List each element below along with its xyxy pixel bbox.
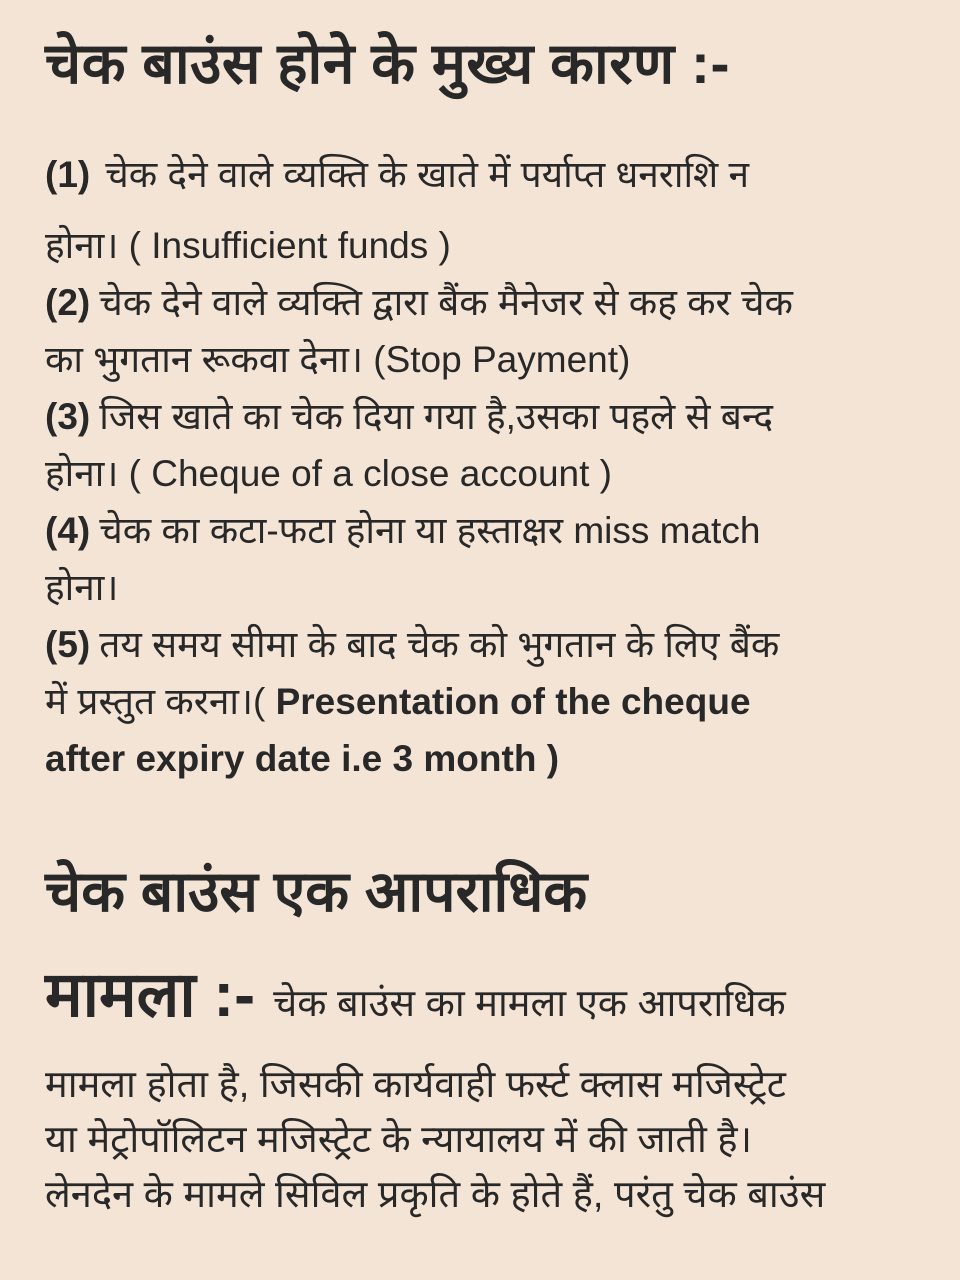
reasons-list bbox=[45, 146, 918, 787]
reason-2-line-2 bbox=[45, 331, 918, 388]
reason-5-line-2 bbox=[45, 673, 918, 730]
reason-5-english-part1: Presentation of the cheque bbox=[265, 681, 751, 722]
reason-4-line-2 bbox=[45, 559, 918, 616]
reason-5-line-3 bbox=[45, 730, 918, 787]
reason-4-text: चेक का कटा-फटा होना या हस्ताक्षर miss match bbox=[99, 510, 761, 551]
reason-3-line-1 bbox=[45, 388, 918, 445]
paragraph-line-2: या मेट्रोपॉलिटन मजिस्ट्रेट के न्यायालय में की जाती है। bbox=[45, 1119, 753, 1161]
reason-2-english: का भुगतान रूकवा देना। (Stop Payment) bbox=[45, 339, 631, 380]
reason-5-line-1 bbox=[45, 616, 918, 673]
reason-2-text: चेक देने वाले व्यक्ति द्वारा बैंक मैनेजर से कह कर चेक bbox=[99, 282, 793, 323]
reason-5-number: (5) bbox=[45, 624, 91, 665]
reason-1-line-1 bbox=[45, 146, 918, 203]
criminal-case-paragraph bbox=[45, 1058, 918, 1223]
reason-5-text: तय समय सीमा के बाद चेक को भुगतान के लिए बैंक bbox=[99, 624, 780, 665]
criminal-case-lead-text: चेक बाउंस का मामला एक आपराधिक bbox=[273, 983, 786, 1025]
main-heading: चेक बाउंस होने के मुख्य कारण :- bbox=[45, 32, 731, 96]
paragraph-line-3: लेनदेन के मामले सिविल प्रकृति के होते हैं, परंतु चेक बाउंस bbox=[45, 1174, 826, 1216]
reason-3-line-2 bbox=[45, 445, 918, 502]
reason-2-number: (2) bbox=[45, 282, 91, 323]
reason-4-number: (4) bbox=[45, 510, 91, 551]
reason-4-line-1 bbox=[45, 502, 918, 559]
reason-3-text: जिस खाते का चेक दिया गया है,उसका पहले से बन्द bbox=[99, 396, 773, 437]
secondary-heading-line-1: चेक बाउंस एक आपराधिक bbox=[45, 860, 588, 924]
reason-1-line-2 bbox=[45, 217, 918, 274]
reason-5-english-part2: after expiry date i.e 3 month ) bbox=[45, 738, 560, 779]
secondary-heading-word: मामला :- bbox=[45, 960, 256, 1030]
reason-5-text-cont: में प्रस्तुत करना।( bbox=[45, 681, 266, 722]
paragraph-line-1: मामला होता है, जिसकी कार्यवाही फर्स्ट क्लास मजिस्ट्रेट bbox=[45, 1064, 786, 1106]
secondary-heading-line-2 bbox=[45, 947, 918, 1052]
reason-3-number: (3) bbox=[45, 396, 91, 437]
reason-2-line-1 bbox=[45, 274, 918, 331]
reason-1-text: चेक देने वाले व्यक्ति के खाते में पर्याप्त धनराशि न bbox=[105, 154, 750, 195]
reason-3-english: होना। ( Cheque of a close account ) bbox=[45, 453, 612, 494]
reason-1-number: (1) bbox=[45, 154, 91, 195]
reason-4-text-cont: होना। bbox=[45, 567, 119, 608]
reason-1-english: होना। ( Insufficient funds ) bbox=[45, 225, 451, 266]
